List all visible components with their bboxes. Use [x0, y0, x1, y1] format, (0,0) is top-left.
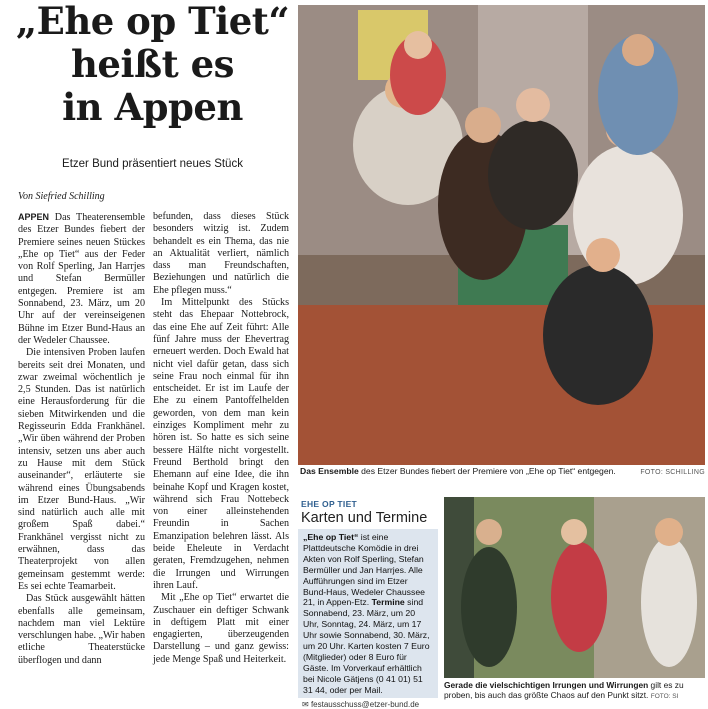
info-email[interactable]: [302, 700, 438, 709]
info-title: Karten und Termine: [301, 510, 428, 526]
photo-credit: FOTO: SI: [650, 693, 679, 700]
caption-lead: Das Ensemble: [300, 466, 359, 476]
email-text: festausschuss@etzer-bund.de: [310, 699, 420, 709]
tickets-info-box: [298, 493, 438, 709]
article-paragraph: Mit „Ehe op Tiet“ erwartet die Zuschauer ein deftiger Schwank in deftigem Platt mit einer engagierten, überzeugenden Darstellung – und ganz gewiss: jede Menge Spaß und Heiterkeit.: [153, 592, 289, 665]
caption-text: des Etzer Bundes fiebert der Premiere von „Ehe op Tiet“ entgegen.: [361, 466, 616, 476]
info-kicker: EHE OP TIET: [301, 499, 358, 509]
article-paragraph: Das Stück ausgewählt hätten ebenfalls alle gemeinsam, nachdem man viel Lektüre verschlungen habe. „Wir haben etliche Theaterstücke überflogen und dann: [18, 593, 145, 666]
info-text-1: ist eine Plattdeutsche Komödie in drei Akten von Rolf Sperling, Stefan Bermüller und Jan Harrjes. Alle Aufführungen sind im Etzer Bund-Haus, Wedeler Chaussee 21, in Appen-Etz.: [303, 532, 426, 608]
info-text-2: sind Sonnabend, 23. März, um 20 Uhr, Sonntag, 24. März, um 17 Uhr sowie Sonnabend, 30. März, um 20 Uhr. Karten kosten 7 Euro (Mitglieder) oder 8 Euro für Gäste. Im Vorverkauf erhältlich bei Nicole Gätjens (0 41 01) 51 31 44, oder per Mail.: [303, 597, 430, 695]
mail-icon: ✉: [302, 699, 311, 709]
subheadline: Etzer Bund präsentiert neues Stück: [62, 158, 243, 170]
ensemble-photo-illustration: [298, 5, 705, 465]
article-paragraph: Im Mittelpunkt des Stücks steht das Ehepaar Nottebrock, das eine Ehe auf Zeit führt: Alle fünf Jahre muss der Ehevertrag erneuert werden. Doch Ewald hat nicht viel dafür getan, dass sich seine Frau noch einmal für ihn entscheidet. Er ist im Laufe der Ehe zu einem Pantoffelhelden geworden, von dem man kein einziges Kompliment mehr zu hören ist. So hatte es sich seine bessere Hälfte nicht vorgestellt. Freund Berthold bringt den Ehemann auf eine Idee, die ihn beinahe Kopf und Kragen kostet, während sich Frau Nottebeck von einer alleinstehenden Freundin in Sachen Emanzipation belehren lässt. Als beide Eheleute in Verdacht geraten, Fremdzugehen, nehmen die Irrungen und Wirrungen ihren Lauf.: [153, 297, 289, 591]
ensemble-photo: [298, 5, 705, 465]
info-body: [298, 529, 438, 698]
paragraph-text: Das Theaterensemble des Etzer Bundes fiebert der Premiere seines neuen Stückes „Ehe op Tiet“ aus der Feder von Rolf Sperling, Jan Harrjes und Stefan Bermüller entgegen. Premiere ist am Sonnabend, 23. März, um 20 Uhr auf der vereinseigenen Bühne im Etzer Bund-Haus an der Wedeler Chaussee.: [18, 212, 145, 346]
rehearsal-photo: [444, 497, 705, 678]
article-column-1: [18, 211, 145, 667]
main-photo-caption: [300, 466, 705, 477]
article-column-2: [153, 211, 289, 666]
byline: Von Siefried Schilling: [18, 191, 105, 202]
play-title: „Ehe op Tiet“: [303, 532, 359, 542]
photo-credit: FOTO: SCHILLING: [640, 469, 705, 476]
article-paragraph: Die intensiven Proben laufen bereits seit drei Monaten, und zwar zweimal wöchentlich je 2,5 Stunden. Das ist natürlich eine Herausforderung für die sieben Mitwirkenden und die Regisseurin Edda Frankhänel. „Wir üben während der Proben intensiv, setzen uns aber auch zu Hause mit dem Stück auseinander“, erläuterte sie während eines Übungsabends im Etzer Bund-Haus. „Wir sind natürlich auch alle mit großem Spaß dabei.“ Frankhänel vergisst nicht zu erwähnen, dass das Theaterprojekt von allen gemeinsam gestemmt werde: Es sei echte Teamarbeit.: [18, 347, 145, 592]
article-paragraph: befunden, dass dieses Stück besonders witzig ist. Zudem behandelt es ein Thema, das nie an Aktualität verliert, nämlich dass man Freundschaften, Beziehungen und natürlich die Ehe pflegen muss.“: [153, 211, 289, 296]
article-paragraph: [18, 211, 145, 347]
headline-line-1: „Ehe op Tiet“: [15, 0, 290, 43]
headline-line-2: heißt es: [71, 42, 234, 86]
rehearsal-photo-illustration: [444, 497, 705, 678]
termine-label: Termine: [371, 597, 405, 608]
headline-line-3: in Appen: [62, 85, 243, 129]
dateline: APPEN: [18, 212, 50, 222]
headline: [10, 0, 295, 129]
caption-text: gilt es zu proben, bis auch das größte Chaos auf den Punkt sitzt.: [444, 680, 684, 700]
rehearsal-photo-caption: [444, 680, 705, 702]
caption-lead: Gerade die vielschichtigen Irrungen und Wirrungen: [444, 680, 649, 690]
